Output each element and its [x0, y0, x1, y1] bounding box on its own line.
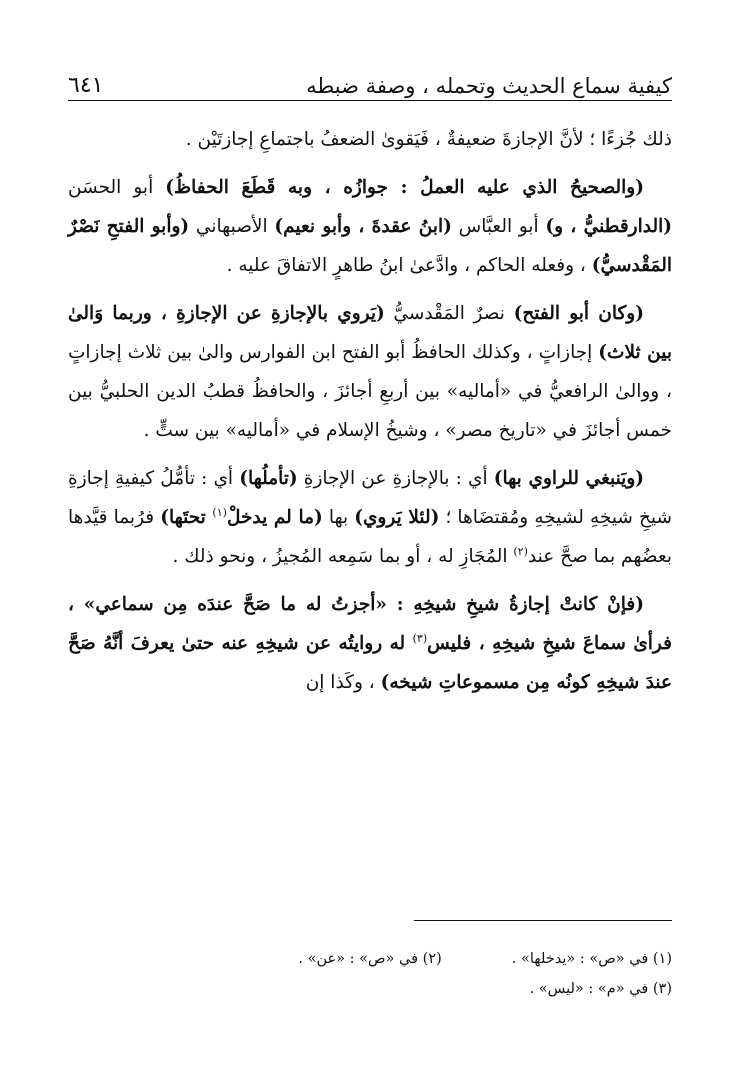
quoted-text: (ويَنبغي للراوي بها): [493, 468, 644, 489]
quoted-text: (فإنْ كانتْ إجازةُ شيخِ شيخِهِ : «أجزتُ له ما صَحَّ عندَه مِن سماعي» ، فرأىٰ سماعَ شيخِ شيخِهِ ، فليس: [68, 594, 672, 654]
commentary-text: إجازاتٍ ، وكذلك الحافظُ أبو الفتح ابن الفوارس والىٰ بين ثلاث إجازاتٍ ، ووالىٰ الرافعيُّ في «أماليه» بين أربعِ أجائزَ ، والحافظُ قطبُ الدين الحلبيُّ بين خمس أجائزَ في «تاريخ مصر» ، وشيخُ الإسلام في «أماليه» بين ستٍّ .: [68, 342, 672, 441]
footnote-marker[interactable]: (١): [212, 505, 227, 519]
quoted-text: له روايتُه عن شيخِهِ عنه حتىٰ يعرفَ أنَّهُ صَحَّ عندَ شيخِهِ كونُه مِن مسموعاتِ شيخه): [68, 633, 672, 693]
quoted-text: (الدارقطنيُّ ، و): [545, 216, 672, 237]
paragraph-2: [68, 168, 672, 285]
quoted-text: (وأبو الفتحِ نَصْرٌ المَقْدسيُّ): [68, 216, 672, 276]
footnote-3: (٣) في «م» : «ليس» .: [529, 981, 672, 997]
footnote-2: (٢) في «ص» : «عن» .: [298, 951, 442, 967]
footnote-1: (١) في «ص» : «يدخلها» .: [511, 951, 672, 967]
commentary-text: ، وفعله الحاكم ، وادَّعىٰ ابنُ طاهرٍ الاتفاقَ عليه .: [226, 255, 592, 276]
page-number: ٦٤١: [68, 73, 104, 98]
footnote-row: [68, 974, 672, 1004]
quoted-text: (يَروي بالإجازةِ عن الإجازةِ ، وربما وَالىٰ بين ثلاث): [68, 303, 672, 363]
paragraph-4: [68, 459, 672, 576]
text: ذلك جُزءًا ؛ لأنَّ الإجازةَ ضعيفةٌ ، فَيَقوىٰ الضعفُ باجتماعِ إجازتَيْن .: [185, 129, 672, 150]
commentary-text: ، وكَذا إن: [305, 672, 381, 693]
commentary-text: أي : بالإجازةِ عن الإجازةِ: [297, 468, 494, 489]
commentary-text: الأصبهاني: [189, 216, 275, 237]
running-title: كيفية سماع الحديث وتحمله ، وصفة ضبطه: [306, 74, 672, 98]
quoted-text: (وكان أبو الفتح): [513, 303, 644, 324]
quoted-text: (لئلا يَروي): [354, 507, 440, 528]
paragraph-5: [68, 585, 672, 702]
main-text: [68, 120, 672, 711]
footnote-marker[interactable]: (٣): [412, 631, 428, 645]
paragraph-3: [68, 294, 672, 450]
commentary-text: أبو العبَّاس: [451, 216, 546, 237]
footnote-row: [68, 944, 672, 974]
quoted-text: (تأملُها): [239, 468, 298, 489]
commentary-text: المُجَازِ له ، أو بما سَمِعه المُجيزُ ، ونحو ذلك .: [172, 546, 514, 567]
footnote-separator: [414, 920, 672, 921]
commentary-text: أي : تأمُّلُ كيفيةِ إجازةِ شيخِ شيخِهِ لشيخِهِ ومُقتضَاها ؛: [68, 468, 672, 528]
commentary-text: فرُبما قيَّدها بعضُهم بما صحَّ عند: [68, 507, 672, 567]
page-header: [68, 58, 672, 101]
commentary-text: بها: [322, 507, 355, 528]
commentary-text: نصرٌ المَقْدسيُّ: [384, 303, 514, 324]
quoted-text: تحتَها): [160, 507, 213, 528]
quoted-text: (والصحيحُ الذي عليه العملُ : جوازُه ، وبه قَطَعَ الحفاظُ): [165, 177, 644, 198]
footnote-marker[interactable]: (٢): [513, 544, 528, 558]
quoted-text: (ما لم يدخلْ: [226, 507, 323, 528]
footnotes: [68, 944, 672, 1004]
paragraph-1: [68, 120, 672, 159]
quoted-text: (ابنُ عقدةَ ، وأبو نعيم): [274, 216, 452, 237]
commentary-text: أبو الحسَن: [68, 177, 166, 198]
